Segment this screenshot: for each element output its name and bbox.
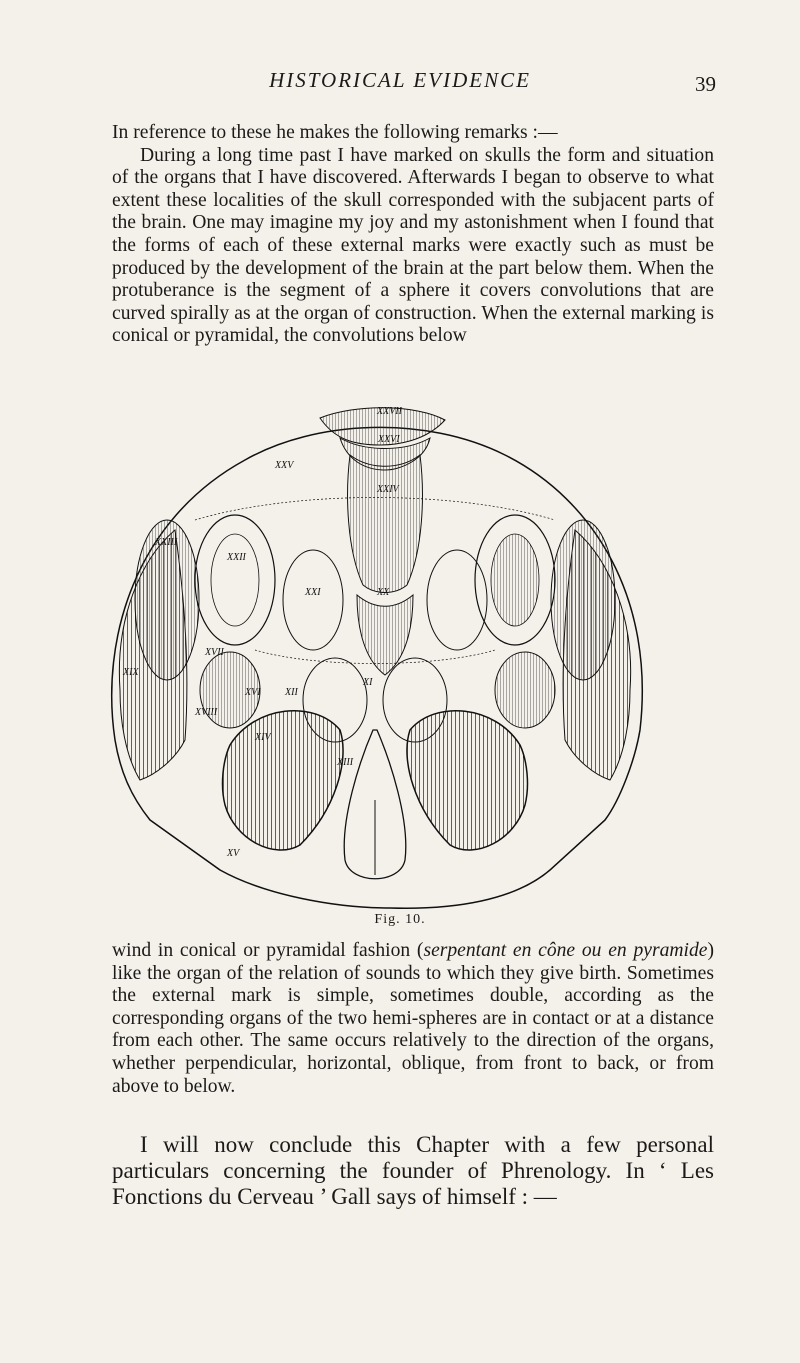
label-xii: XII [285, 687, 298, 698]
label-xxvi: XXVI [378, 434, 400, 445]
paragraph-continuation [112, 940, 714, 1098]
page-number: 39 [695, 72, 716, 96]
label-xvii: XVII [205, 647, 224, 658]
region-right-xxii-inner [491, 534, 539, 626]
paragraph-quote: During a long time past I have marked on skulls the form and situation of the organs that I have discovered. Afterwards I began to observe to what extent these localities of the skull corresponded with the subjacent parts of the brain. One may imagine my joy and my astonishment when I found that the forms of each of these external marks were exactly such as must be produced by the development of the brain at the part below them. When the protuberance is the segment of a sphere it covers convolutions that are curved spirally as at the organ of construction. When the external marking is conical or pyramidal, the convolutions below [112, 144, 714, 347]
jaw-line-left [150, 820, 220, 870]
page-header [0, 68, 800, 108]
label-xiii: XIII [337, 757, 354, 768]
paragraph-text-after: ) like the organ of the relation of sounds to which they give birth. Sometimes the external mark is simple, sometimes double, according as the corresponding organs of the two hemi-spheres are in contact or at a distance from each other. The same occurs relatively to the direction of the organs, whether perpendicular, horizontal, oblique, from front to back, or from above to below. [112, 940, 714, 1097]
region-xxiv [348, 455, 423, 593]
jaw-line-right [550, 820, 605, 870]
region-right-xxi [427, 550, 487, 650]
label-xviii: XVIII [195, 707, 218, 718]
running-title: HISTORICAL EVIDENCE [269, 68, 531, 92]
skull-diagram [95, 400, 655, 910]
region-xxi [283, 550, 343, 650]
eye-socket-right [407, 711, 528, 850]
label-xxii: XXII [227, 552, 246, 563]
eye-socket-left [223, 711, 344, 850]
label-xxv: XXV [275, 460, 294, 471]
label-xiv: XIV [255, 732, 271, 743]
region-right-xvii [495, 652, 555, 728]
label-xxiv: XXIV [377, 484, 399, 495]
label-xxiii: XXIII [155, 537, 178, 548]
label-xxi: XXI [305, 587, 321, 598]
label-xi: XI [363, 677, 373, 688]
paragraph-lead-line: In reference to these he makes the following remarks :— [112, 122, 558, 143]
label-xix: XIX [123, 667, 139, 678]
region-xxii-inner [211, 534, 259, 626]
figure-caption: Fig. 10. [374, 912, 426, 927]
region-xx [357, 595, 413, 675]
label-xxvii: XXVII [377, 406, 402, 417]
label-xx: XX [377, 587, 390, 598]
region-right-xxiii [551, 520, 615, 680]
label-xvi: XVI [245, 687, 261, 698]
paragraph-intro [112, 122, 714, 348]
paragraph-italic-phrase: serpentant en cône ou en pyramide [423, 940, 708, 961]
paragraph-conclusion: I will now conclude this Chapter with a few personal particulars concerning the founder of Phrenology. In ‘ Les Fonctions du Cerveau ’ Gall says of himself : — [112, 1132, 714, 1209]
label-xv: XV [227, 848, 240, 859]
paragraph-text-before: wind in conical or pyramidal fashion ( [112, 940, 424, 961]
